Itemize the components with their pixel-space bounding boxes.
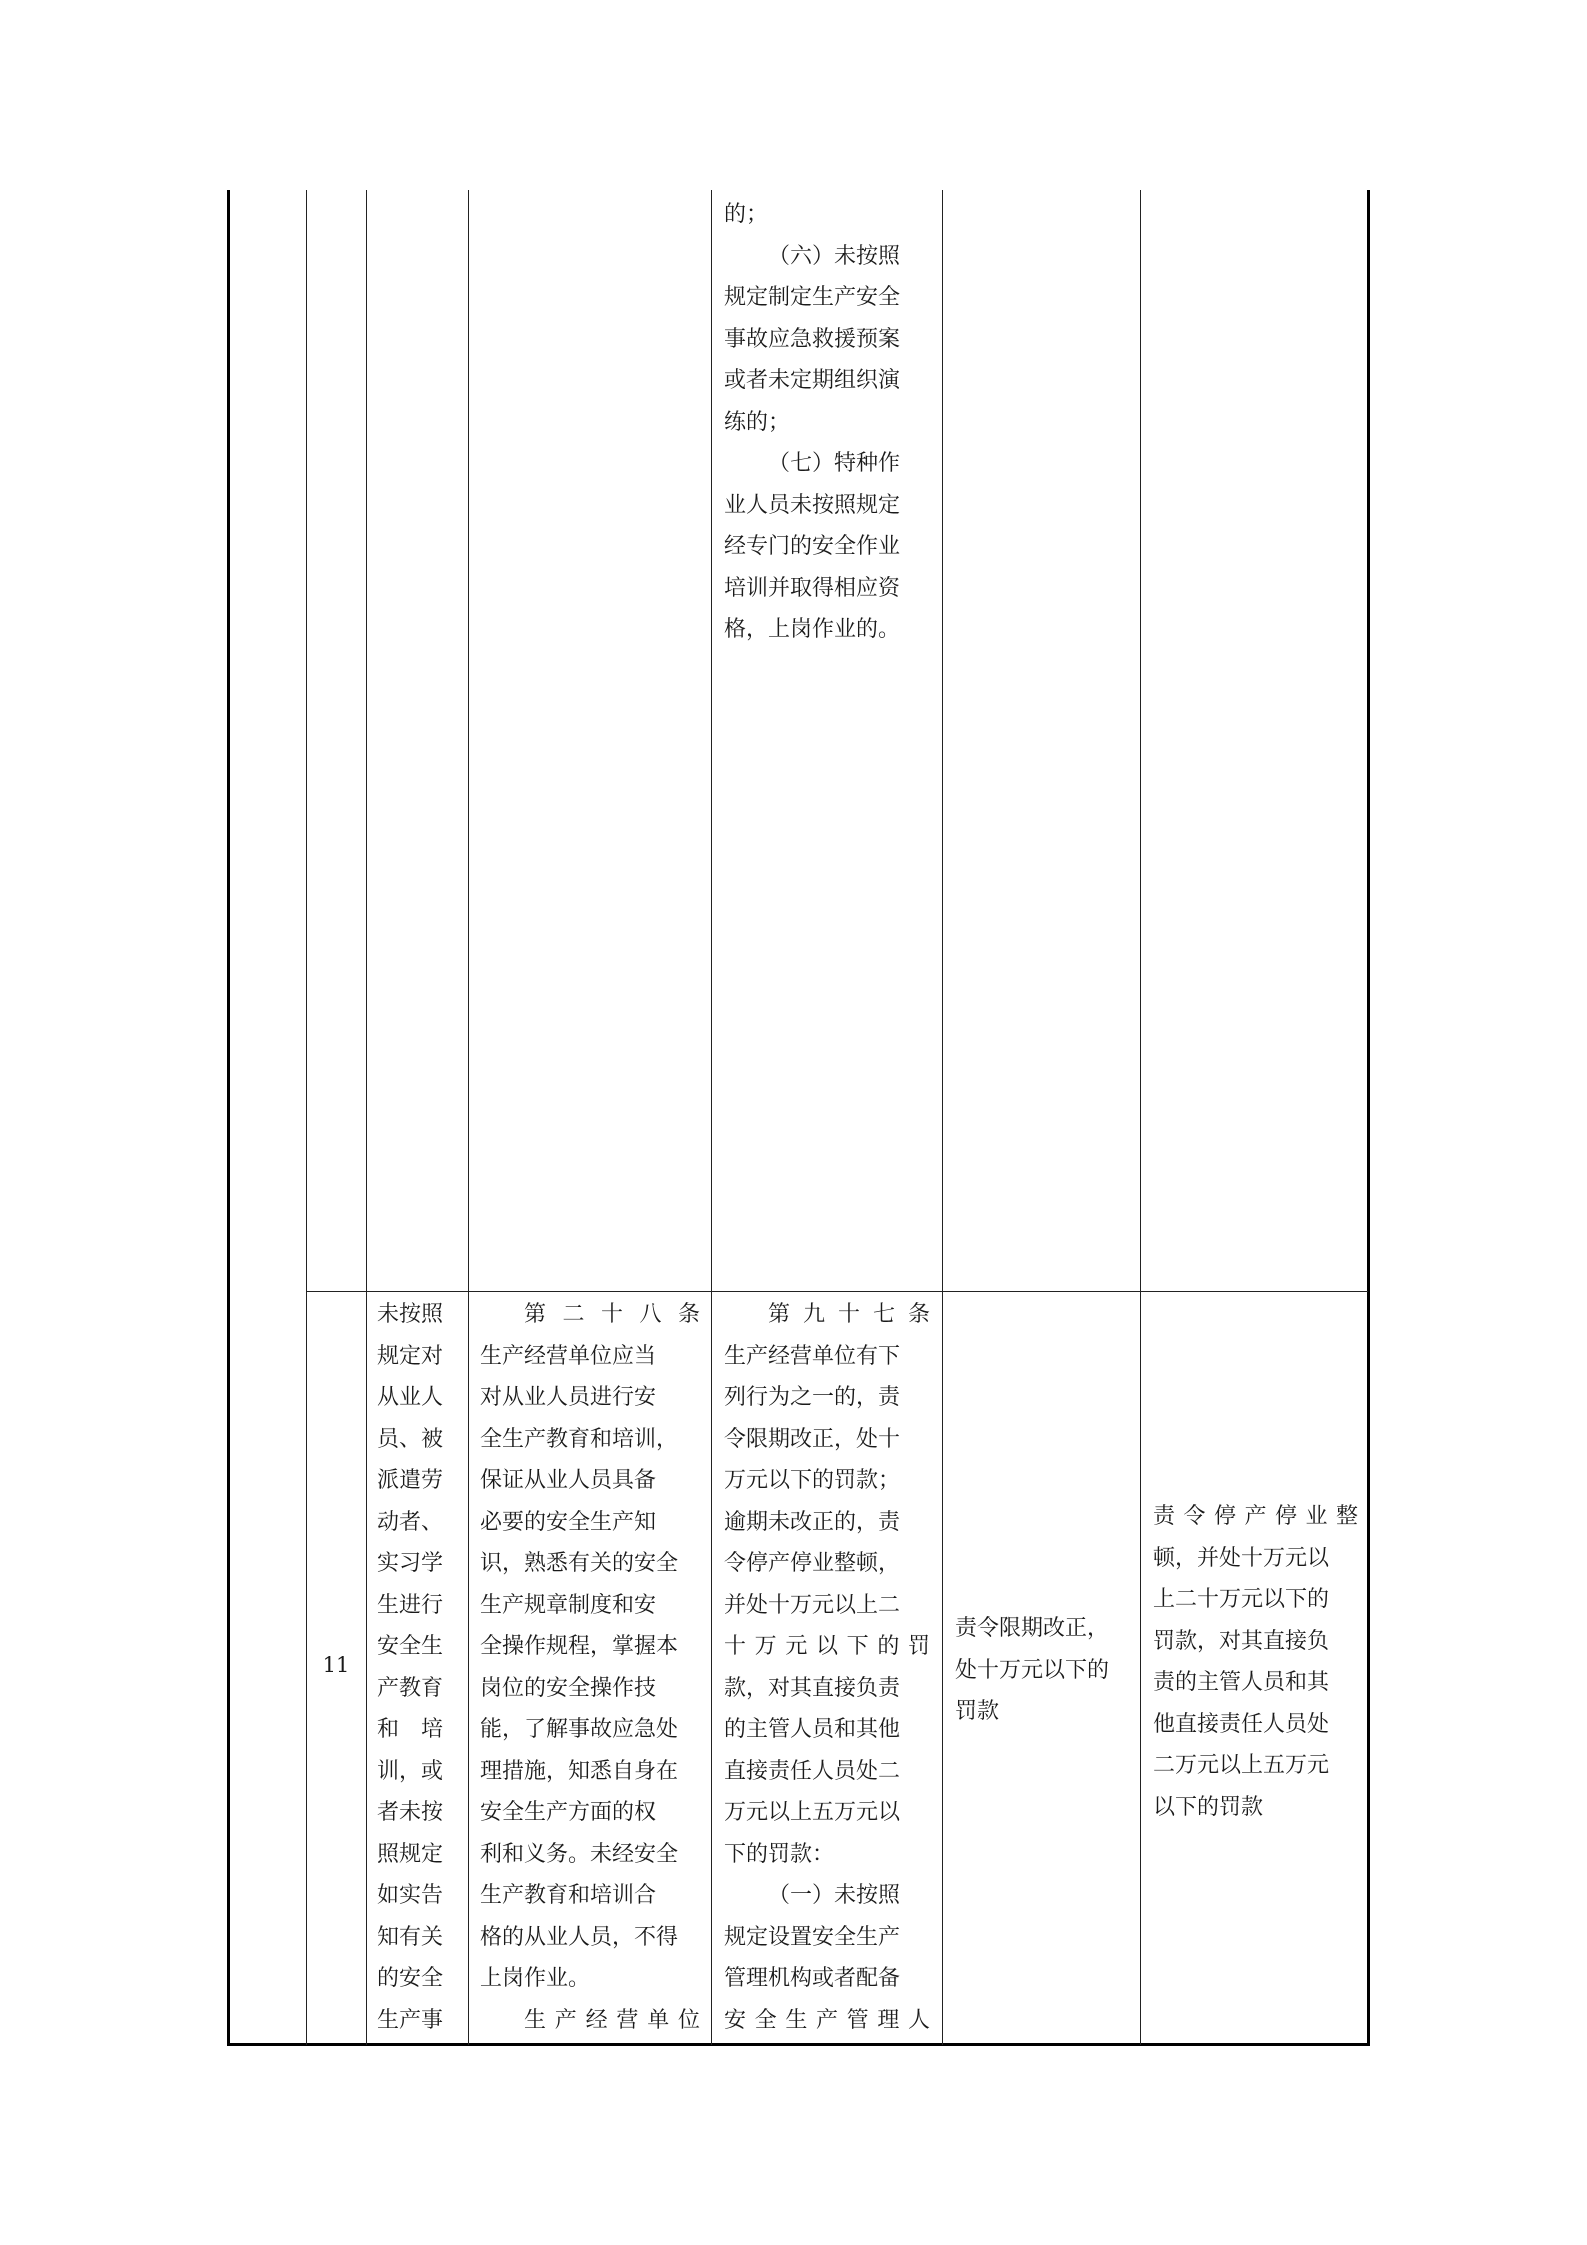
table-right-border bbox=[1367, 190, 1370, 2045]
text-line: 员、被 bbox=[377, 1426, 444, 1452]
text-line: （一）未按照 bbox=[768, 1883, 901, 1908]
text-line: 岗位的安全操作技 bbox=[480, 1675, 657, 1701]
text-line: 者未按 bbox=[377, 1800, 444, 1825]
text-line: 格，上岗作业的。 bbox=[724, 617, 901, 642]
text-line: 十万元以下的罚 bbox=[724, 1634, 930, 1659]
text-line: 责的主管人员和其 bbox=[1153, 1670, 1330, 1695]
text-line: 训，或 bbox=[377, 1758, 444, 1784]
text-line: 安全生产管理人 bbox=[724, 2007, 930, 2033]
text-line: 和 培 bbox=[377, 1717, 444, 1742]
violation-cell bbox=[377, 1294, 457, 2041]
text-line: 他直接责任人员处 bbox=[1153, 1711, 1330, 1737]
text-line: 生产经营单位应当 bbox=[480, 1343, 657, 1369]
text-line: 利和义务。未经安全 bbox=[480, 1841, 679, 1867]
text-line: 第二十八条 bbox=[524, 1302, 700, 1327]
text-line: 产教育 bbox=[377, 1675, 444, 1701]
text-line: 或者未定期组织演 bbox=[724, 368, 901, 393]
text-line: 生进行 bbox=[377, 1592, 444, 1618]
penalty-provision-cell bbox=[724, 1294, 930, 2041]
text-line: 规定制定生产安全 bbox=[724, 285, 901, 310]
column-divider-4 bbox=[711, 190, 712, 2045]
text-line: 下的罚款： bbox=[724, 1841, 835, 1867]
text-line: 责令停产停业整 bbox=[1153, 1504, 1358, 1529]
upper-penalty-provision-cell bbox=[724, 194, 930, 651]
text-line: 万元以上五万元以 bbox=[724, 1800, 901, 1825]
text-line: 培训并取得相应资 bbox=[724, 575, 901, 601]
row-divider bbox=[306, 1291, 1368, 1292]
text-line: 未按照 bbox=[377, 1302, 444, 1327]
column-divider-5 bbox=[942, 190, 943, 2045]
text-line: 理措施，知悉自身在 bbox=[480, 1758, 679, 1784]
text-line: 保证从业人员具备 bbox=[480, 1468, 657, 1493]
text-line: 列行为之一的，责 bbox=[724, 1385, 901, 1410]
text-line: 从业人 bbox=[377, 1385, 444, 1410]
text-line: 如实告 bbox=[377, 1883, 444, 1908]
text-line: 令限期改正，处十 bbox=[724, 1426, 901, 1452]
text-line: 逾期未改正的，责 bbox=[724, 1509, 901, 1535]
text-line: 以下的罚款 bbox=[1153, 1794, 1264, 1820]
text-line: 并处十万元以上二 bbox=[724, 1592, 901, 1618]
text-line: 的； bbox=[724, 202, 769, 227]
text-line: 的主管人员和其他 bbox=[724, 1717, 901, 1742]
row-number bbox=[306, 1645, 366, 1687]
text-line: 能，了解事故应急处 bbox=[480, 1717, 679, 1742]
text-line: 业人员未按照规定 bbox=[724, 492, 901, 518]
column-divider-2 bbox=[366, 190, 367, 2045]
text-line: 动者、 bbox=[377, 1509, 444, 1535]
legal-basis-cell bbox=[480, 1294, 700, 2041]
text-line: 款，对其直接负责 bbox=[724, 1675, 901, 1701]
text-line: 格的从业人员，不得 bbox=[480, 1924, 679, 1950]
column-divider-3 bbox=[468, 190, 469, 2045]
text-line: 生产规章制度和安 bbox=[480, 1592, 657, 1618]
text-line: 的安全 bbox=[377, 1966, 444, 1991]
text-line: 识，熟悉有关的安全 bbox=[480, 1551, 679, 1576]
text-line: 规定对 bbox=[377, 1343, 444, 1369]
text-line: 必要的安全生产知 bbox=[480, 1509, 657, 1535]
text-line: 顿，并处十万元以 bbox=[1153, 1545, 1330, 1571]
table-bottom-border bbox=[227, 2043, 1370, 2046]
text-line: 责令限期改正， bbox=[955, 1616, 1110, 1641]
repeat-offense-cell bbox=[1153, 1496, 1358, 1828]
text-line: 练的； bbox=[724, 409, 791, 435]
text-line: 实习学 bbox=[377, 1551, 444, 1576]
text-line: 生产经营单位 bbox=[524, 2007, 700, 2033]
column-divider-1 bbox=[306, 190, 307, 2045]
text-line: 万元以下的罚款； bbox=[724, 1468, 901, 1493]
text-line: 管理机构或者配备 bbox=[724, 1966, 901, 1991]
text-line: 令停产停业整顿， bbox=[724, 1551, 901, 1576]
text-line: 经专门的安全作业 bbox=[724, 534, 901, 559]
text-line: 全操作规程，掌握本 bbox=[480, 1634, 679, 1659]
text-line: 二万元以上五万元 bbox=[1153, 1753, 1330, 1778]
text-line: 直接责任人员处二 bbox=[724, 1758, 901, 1784]
text-line: 第九十七条 bbox=[768, 1302, 930, 1327]
text-line: 派遣劳 bbox=[377, 1468, 444, 1493]
row-number-text: 11 bbox=[322, 1653, 350, 1677]
column-divider-6 bbox=[1140, 190, 1141, 2045]
text-line: 生产经营单位有下 bbox=[724, 1343, 901, 1369]
text-line: 罚款，对其直接负 bbox=[1153, 1628, 1330, 1654]
first-offense-cell bbox=[955, 1608, 1131, 1733]
text-line: 规定设置安全生产 bbox=[724, 1924, 901, 1950]
text-line: （七）特种作 bbox=[768, 451, 901, 476]
text-line: 安全生 bbox=[377, 1634, 444, 1659]
text-line: 照规定 bbox=[377, 1841, 444, 1867]
table-left-border bbox=[227, 190, 230, 2045]
text-line: 安全生产方面的权 bbox=[480, 1800, 657, 1825]
text-line: 生产教育和培训合 bbox=[480, 1883, 657, 1908]
text-line: 处十万元以下的 bbox=[955, 1657, 1110, 1683]
text-line: （六）未按照 bbox=[768, 243, 901, 269]
text-line: 对从业人员进行安 bbox=[480, 1385, 657, 1410]
text-line: 罚款 bbox=[955, 1699, 1000, 1724]
text-line: 上二十万元以下的 bbox=[1153, 1587, 1330, 1612]
text-line: 生产事 bbox=[377, 2007, 444, 2033]
text-line: 知有关 bbox=[377, 1924, 444, 1950]
text-line: 全生产教育和培训， bbox=[480, 1426, 679, 1452]
text-line: 上岗作业。 bbox=[480, 1966, 591, 1991]
text-line: 事故应急救援预案 bbox=[724, 326, 901, 352]
